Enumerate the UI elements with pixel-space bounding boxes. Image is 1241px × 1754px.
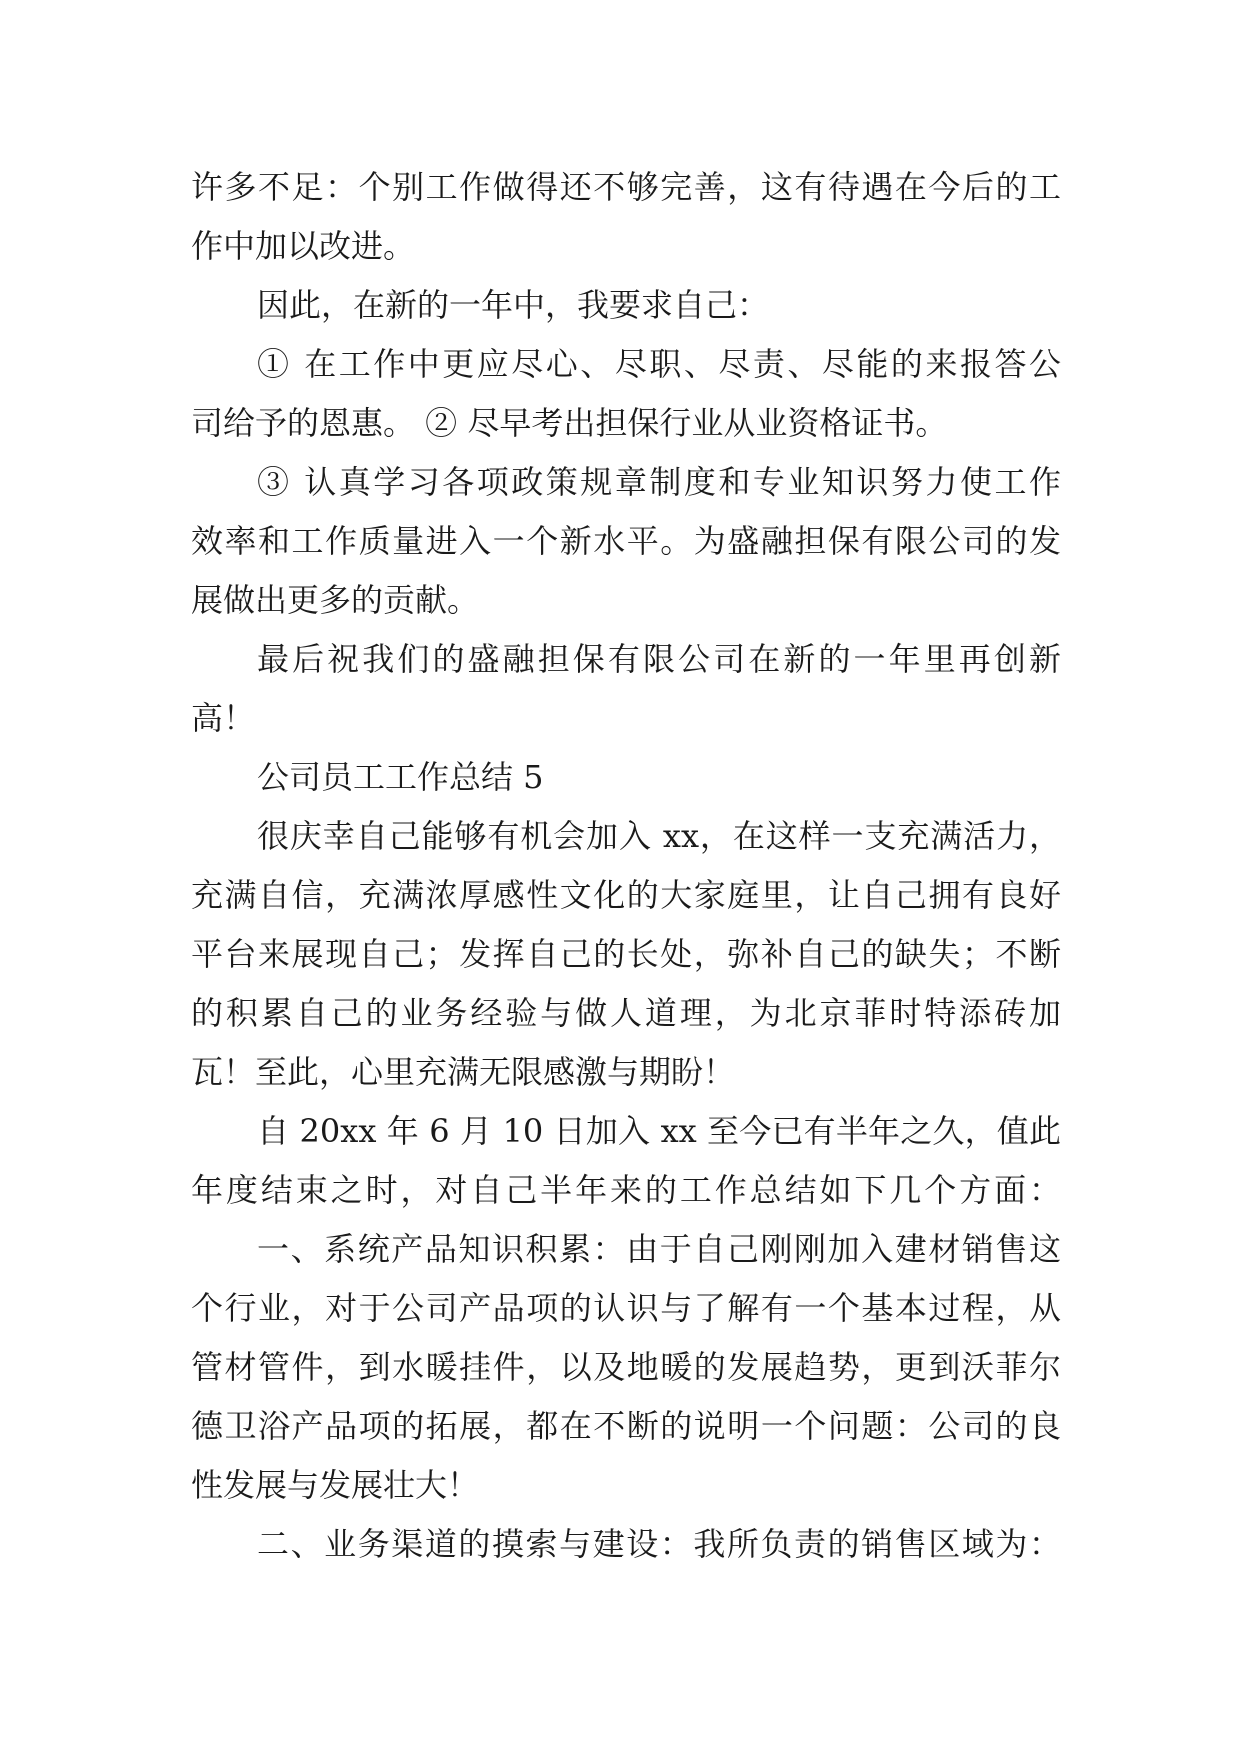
- text-line: 效率和工作质量进入一个新水平。为盛融担保有限公司的发: [191, 522, 1061, 560]
- text-line: 司给予的恩惠。 ② 尽早考出担保行业从业资格证书。: [191, 404, 948, 442]
- text-line: 个行业，对于公司产品项的认识与了解有一个基本过程，从: [191, 1289, 1061, 1327]
- text-line: 平台来展现自己；发挥自己的长处，弥补自己的缺失；不断: [191, 935, 1061, 973]
- text-line: ① 在工作中更应尽心、尽职、尽责、尽能的来报答公: [257, 345, 1061, 383]
- text-line: 因此，在新的一年中，我要求自己：: [257, 286, 770, 324]
- text-line: 一、系统产品知识积累：由于自己刚刚加入建材销售这: [257, 1230, 1061, 1268]
- text-line: 自 20xx 年 6 月 10 日加入 xx 至今已有半年之久，值此: [257, 1112, 1061, 1150]
- text-line: 许多不足：个别工作做得还不够完善，这有待遇在今后的工: [191, 168, 1061, 206]
- text-line: 展做出更多的贡献。: [191, 581, 480, 619]
- text-line: 充满自信，充满浓厚感性文化的大家庭里，让自己拥有良好: [191, 876, 1061, 914]
- text-line: 最后祝我们的盛融担保有限公司在新的一年里再创新: [257, 640, 1061, 678]
- text-line: 二、业务渠道的摸索与建设：我所负责的销售区域为：: [257, 1525, 1061, 1563]
- section-heading: 公司员工工作总结 5: [257, 758, 544, 796]
- document-body: [191, 158, 1061, 1574]
- text-line: ③ 认真学习各项政策规章制度和专业知识努力使工作: [257, 463, 1061, 501]
- text-line: 年度结束之时，对自己半年来的工作总结如下几个方面：: [191, 1171, 1061, 1209]
- text-line: 作中加以改进。: [191, 227, 416, 265]
- text-line: 很庆幸自己能够有机会加入 xx，在这样一支充满活力，: [257, 817, 1061, 855]
- text-line: 的积累自己的业务经验与做人道理，为北京菲时特添砖加: [191, 994, 1061, 1032]
- text-line: 高！: [191, 699, 256, 737]
- text-line: 瓦！至此，心里充满无限感激与期盼！: [191, 1053, 736, 1091]
- text-line: 德卫浴产品项的拓展，都在不断的说明一个问题：公司的良: [191, 1407, 1061, 1445]
- text-line: 性发展与发展壮大！: [191, 1466, 480, 1504]
- text-line: 管材管件，到水暖挂件，以及地暖的发展趋势，更到沃菲尔: [191, 1348, 1061, 1386]
